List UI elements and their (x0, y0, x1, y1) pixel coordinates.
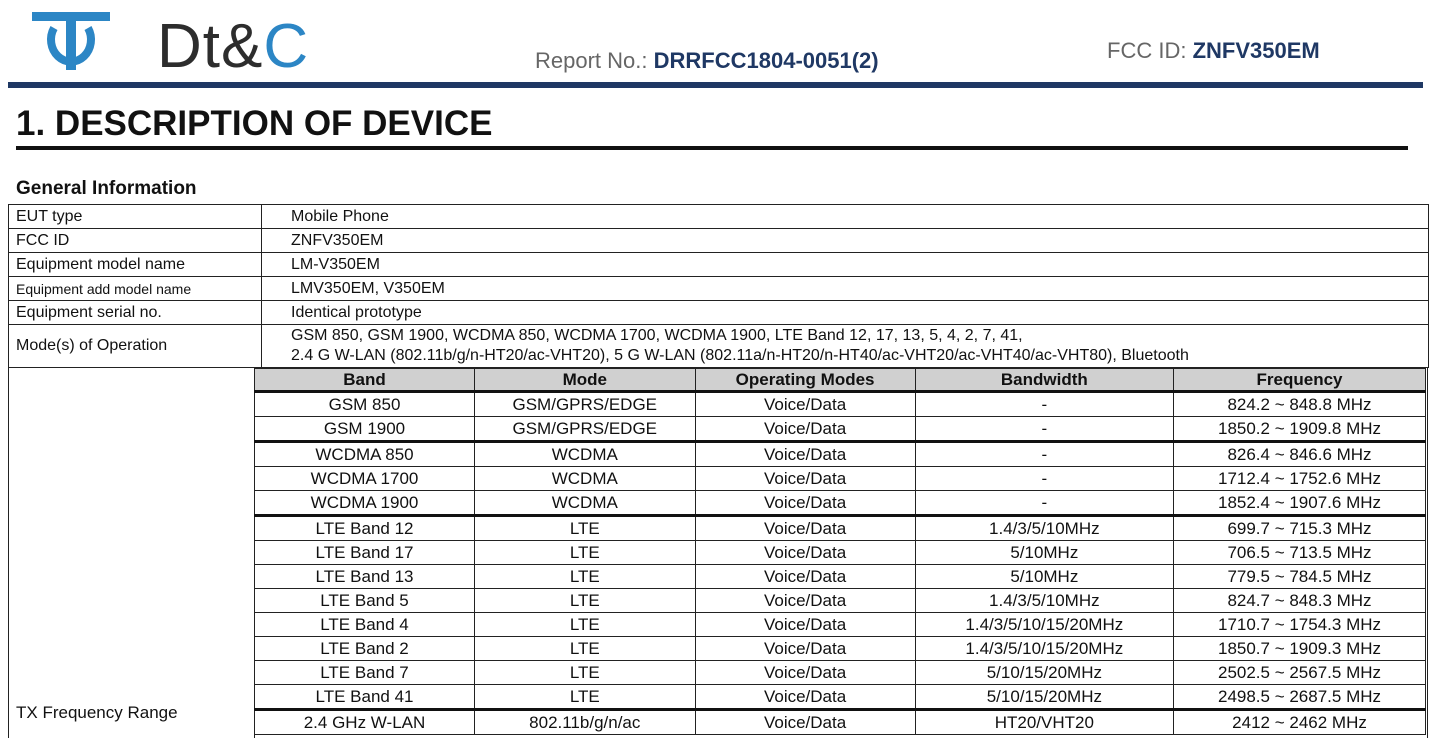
cell-operating-mode: Voice/Data (695, 516, 915, 541)
info-value: LMV350EM, V350EM (291, 279, 445, 297)
cell-mode: LTE (475, 637, 696, 661)
cell-band: LTE Band 2 (255, 637, 475, 661)
table-row (255, 685, 1426, 710)
cell-operating-mode: Voice/Data (695, 661, 915, 685)
general-info-title: General Information (16, 178, 197, 199)
cell-frequency: 826.4 ~ 846.6 MHz (1174, 442, 1426, 467)
cell-frequency: 1850.7 ~ 1909.3 MHz (1174, 637, 1426, 661)
title-divider (16, 146, 1408, 150)
cell-operating-mode: Voice/Data (695, 392, 915, 417)
cell-frequency: 1852.4 ~ 1907.6 MHz (1174, 491, 1426, 516)
cell-mode: LTE (475, 516, 696, 541)
cell-mode: LTE (475, 541, 696, 565)
cell-bandwidth: - (915, 442, 1173, 467)
general-info-table (8, 204, 1429, 368)
info-row (9, 325, 1428, 367)
cell-band: LTE Band 5 (255, 589, 475, 613)
info-key: Mode(s) of Operation (9, 325, 262, 367)
modes-line-1: GSM 850, GSM 1900, WCDMA 850, WCDMA 1700, WCDMA 1900, LTE Band 12, 17, 13, 5, 4, 2, 7, 41, (291, 327, 1023, 344)
report-number (535, 48, 879, 74)
cell-frequency: 2498.5 ~ 2687.5 MHz (1174, 685, 1426, 710)
cell-frequency: 706.5 ~ 713.5 MHz (1174, 541, 1426, 565)
col-header-band: Band (255, 369, 475, 392)
dtc-logo-icon (32, 10, 132, 74)
cell-mode: GSM/GPRS/EDGE (475, 417, 696, 442)
table-row (255, 637, 1426, 661)
report-value: DRRFCC1804-0051(2) (653, 48, 879, 73)
frequency-table (254, 368, 1426, 735)
table-row (255, 541, 1426, 565)
cell-frequency: 1850.2 ~ 1909.8 MHz (1174, 417, 1426, 442)
cell-band: WCDMA 1700 (255, 467, 475, 491)
col-header-mode: Mode (475, 369, 696, 392)
cell-band: 2.4 GHz W-LAN (255, 710, 475, 735)
info-value: Identical prototype (291, 303, 422, 321)
cell-operating-mode: Voice/Data (695, 491, 915, 516)
info-row (9, 229, 1428, 253)
info-key: Equipment serial no. (9, 301, 262, 324)
cell-bandwidth: 5/10MHz (915, 565, 1173, 589)
cell-bandwidth: 5/10/15/20MHz (915, 661, 1173, 685)
col-header-bandwidth: Bandwidth (915, 369, 1173, 392)
cell-band: LTE Band 12 (255, 516, 475, 541)
tx-frequency-label: TX Frequency Range (16, 703, 178, 722)
cell-bandwidth: 1.4/3/5/10/15/20MHz (915, 613, 1173, 637)
cell-bandwidth: - (915, 467, 1173, 491)
info-key: FCC ID (9, 229, 262, 252)
info-value: Mobile Phone (291, 207, 389, 225)
cell-band: WCDMA 850 (255, 442, 475, 467)
cell-bandwidth: 5/10MHz (915, 541, 1173, 565)
fcc-label: FCC ID: (1107, 38, 1187, 63)
table-row (255, 516, 1426, 541)
cell-operating-mode: Voice/Data (695, 565, 915, 589)
table-row (255, 661, 1426, 685)
cell-mode: GSM/GPRS/EDGE (475, 392, 696, 417)
cell-operating-mode: Voice/Data (695, 541, 915, 565)
cell-frequency: 699.7 ~ 715.3 MHz (1174, 516, 1426, 541)
report-label: Report No.: (535, 48, 648, 73)
cell-band: GSM 1900 (255, 417, 475, 442)
cell-operating-mode: Voice/Data (695, 613, 915, 637)
cell-mode: LTE (475, 565, 696, 589)
header-divider (8, 82, 1423, 88)
cell-frequency: 779.5 ~ 784.5 MHz (1174, 565, 1426, 589)
table-row (255, 491, 1426, 516)
table-row (255, 565, 1426, 589)
table-row (255, 710, 1426, 735)
cell-operating-mode: Voice/Data (695, 589, 915, 613)
table-row (255, 442, 1426, 467)
frequency-table-body (255, 392, 1426, 735)
info-row (9, 277, 1428, 301)
cell-band: WCDMA 1900 (255, 491, 475, 516)
modes-line-2: 2.4 G W-LAN (802.11b/g/n-HT20/ac-VHT20), 5 G W-LAN (802.11a/n-HT20/n-HT40/ac-VHT20/ac-VHT40/ac-VHT80), Bluetooth (291, 347, 1189, 364)
cell-frequency: 2412 ~ 2462 MHz (1174, 710, 1426, 735)
info-row (9, 205, 1428, 229)
cell-mode: LTE (475, 613, 696, 637)
info-key: Equipment add model name (9, 277, 262, 300)
cell-frequency: 1712.4 ~ 1752.6 MHz (1174, 467, 1426, 491)
cell-frequency: 1710.7 ~ 1754.3 MHz (1174, 613, 1426, 637)
table-row (255, 613, 1426, 637)
cell-bandwidth: 5/10/15/20MHz (915, 685, 1173, 710)
cell-bandwidth: HT20/VHT20 (915, 710, 1173, 735)
info-value: ZNFV350EM (291, 231, 384, 249)
cell-band: LTE Band 17 (255, 541, 475, 565)
col-header-frequency: Frequency (1174, 369, 1426, 392)
cell-frequency: 824.7 ~ 848.3 MHz (1174, 589, 1426, 613)
cell-mode: WCDMA (475, 442, 696, 467)
cell-mode: LTE (475, 685, 696, 710)
cell-operating-mode: Voice/Data (695, 710, 915, 735)
header-fcc-id (1107, 38, 1320, 64)
cell-mode: WCDMA (475, 467, 696, 491)
cell-band: GSM 850 (255, 392, 475, 417)
fcc-value: ZNFV350EM (1192, 38, 1320, 63)
info-key: Equipment model name (9, 253, 262, 276)
cell-operating-mode: Voice/Data (695, 637, 915, 661)
frequency-header-row (255, 369, 1426, 392)
table-right-border (1427, 368, 1428, 738)
cell-bandwidth: 1.4/3/5/10/15/20MHz (915, 637, 1173, 661)
table-row (255, 467, 1426, 491)
info-value: LM-V350EM (291, 255, 380, 273)
logo-wordmark: Dt&C (157, 12, 310, 81)
info-row (9, 301, 1428, 325)
col-header-operating-modes: Operating Modes (695, 369, 915, 392)
cell-mode: LTE (475, 661, 696, 685)
section-title: 1. DESCRIPTION OF DEVICE (16, 104, 493, 143)
info-key: EUT type (9, 205, 262, 228)
cell-bandwidth: - (915, 392, 1173, 417)
table-row (255, 589, 1426, 613)
cell-band: LTE Band 13 (255, 565, 475, 589)
cell-band: LTE Band 41 (255, 685, 475, 710)
cell-operating-mode: Voice/Data (695, 685, 915, 710)
cell-bandwidth: 1.4/3/5/10MHz (915, 516, 1173, 541)
cell-mode: WCDMA (475, 491, 696, 516)
cell-operating-mode: Voice/Data (695, 467, 915, 491)
cell-mode: 802.11b/g/n/ac (475, 710, 696, 735)
cell-mode: LTE (475, 589, 696, 613)
tx-label-cell (8, 368, 255, 738)
cell-bandwidth: 1.4/3/5/10MHz (915, 589, 1173, 613)
table-row (255, 392, 1426, 417)
table-row (255, 417, 1426, 442)
cell-frequency: 824.2 ~ 848.8 MHz (1174, 392, 1426, 417)
cell-bandwidth: - (915, 491, 1173, 516)
cell-band: LTE Band 7 (255, 661, 475, 685)
cell-band: LTE Band 4 (255, 613, 475, 637)
cell-frequency: 2502.5 ~ 2567.5 MHz (1174, 661, 1426, 685)
cell-operating-mode: Voice/Data (695, 417, 915, 442)
info-row (9, 253, 1428, 277)
info-value (262, 325, 1428, 367)
cell-bandwidth: - (915, 417, 1173, 442)
cell-operating-mode: Voice/Data (695, 442, 915, 467)
company-logo (32, 10, 310, 81)
